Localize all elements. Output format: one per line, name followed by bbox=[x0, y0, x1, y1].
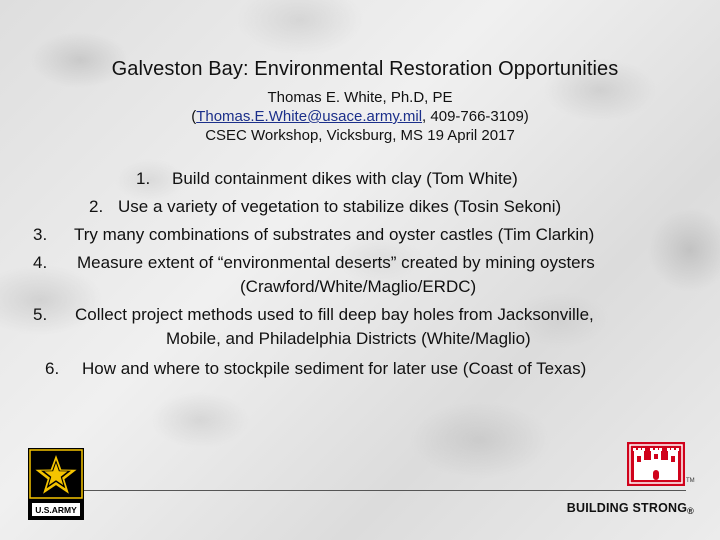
usace-castle-logo bbox=[627, 442, 685, 486]
list-item-number: 3. bbox=[33, 225, 48, 244]
list-item-number: 6. bbox=[45, 359, 60, 378]
registered-mark: ® bbox=[687, 506, 694, 516]
contact-phone: , 409-766-3109) bbox=[422, 108, 529, 125]
list-item-text: Collect project methods used to fill deep bay holes from Jacksonville, bbox=[75, 305, 594, 324]
building-strong-text: BUILDING STRONG bbox=[566, 501, 688, 515]
list-item-number: 2. bbox=[89, 197, 104, 216]
list-item-text-cont: Mobile, and Philadelphia Districts (White/Maglio) bbox=[166, 329, 531, 348]
building-strong-tagline bbox=[567, 501, 694, 516]
email-link[interactable]: Thomas.E.White@usace.army.mil bbox=[196, 108, 423, 125]
contact-paren-open: ( bbox=[191, 108, 197, 125]
list-item-number: 5. bbox=[33, 305, 48, 324]
contact-line bbox=[0, 107, 720, 126]
list-item-text: Build containment dikes with clay (Tom White) bbox=[172, 169, 518, 188]
list-item-text-cont: (Crawford/White/Maglio/ERDC) bbox=[240, 277, 477, 296]
list-item-text: Try many combinations of substrates and oyster castles (Tim Clarkin) bbox=[74, 225, 595, 244]
trademark-mark: TM bbox=[686, 478, 695, 484]
footer-divider bbox=[84, 490, 686, 491]
list-item-text: How and where to stockpile sediment for later use (Coast of Texas) bbox=[82, 359, 587, 378]
us-army-logo bbox=[28, 448, 84, 520]
author-line: Thomas E. White, Ph.D, PE bbox=[267, 89, 453, 106]
army-logo-text: U.S.ARMY bbox=[35, 505, 77, 515]
list-item-number: 4. bbox=[33, 253, 48, 272]
list-item-text: Measure extent of “environmental deserts” created by mining oysters bbox=[77, 253, 595, 272]
list-item-text: Use a variety of vegetation to stabilize dikes (Tosin Sekoni) bbox=[118, 197, 562, 216]
event-line: CSEC Workshop, Vicksburg, MS 19 April 2017 bbox=[205, 127, 515, 144]
slide-title: Galveston Bay: Environmental Restoration Opportunities bbox=[111, 58, 619, 80]
slide-subtitle bbox=[0, 88, 720, 145]
list-item-number: 1. bbox=[136, 169, 151, 188]
